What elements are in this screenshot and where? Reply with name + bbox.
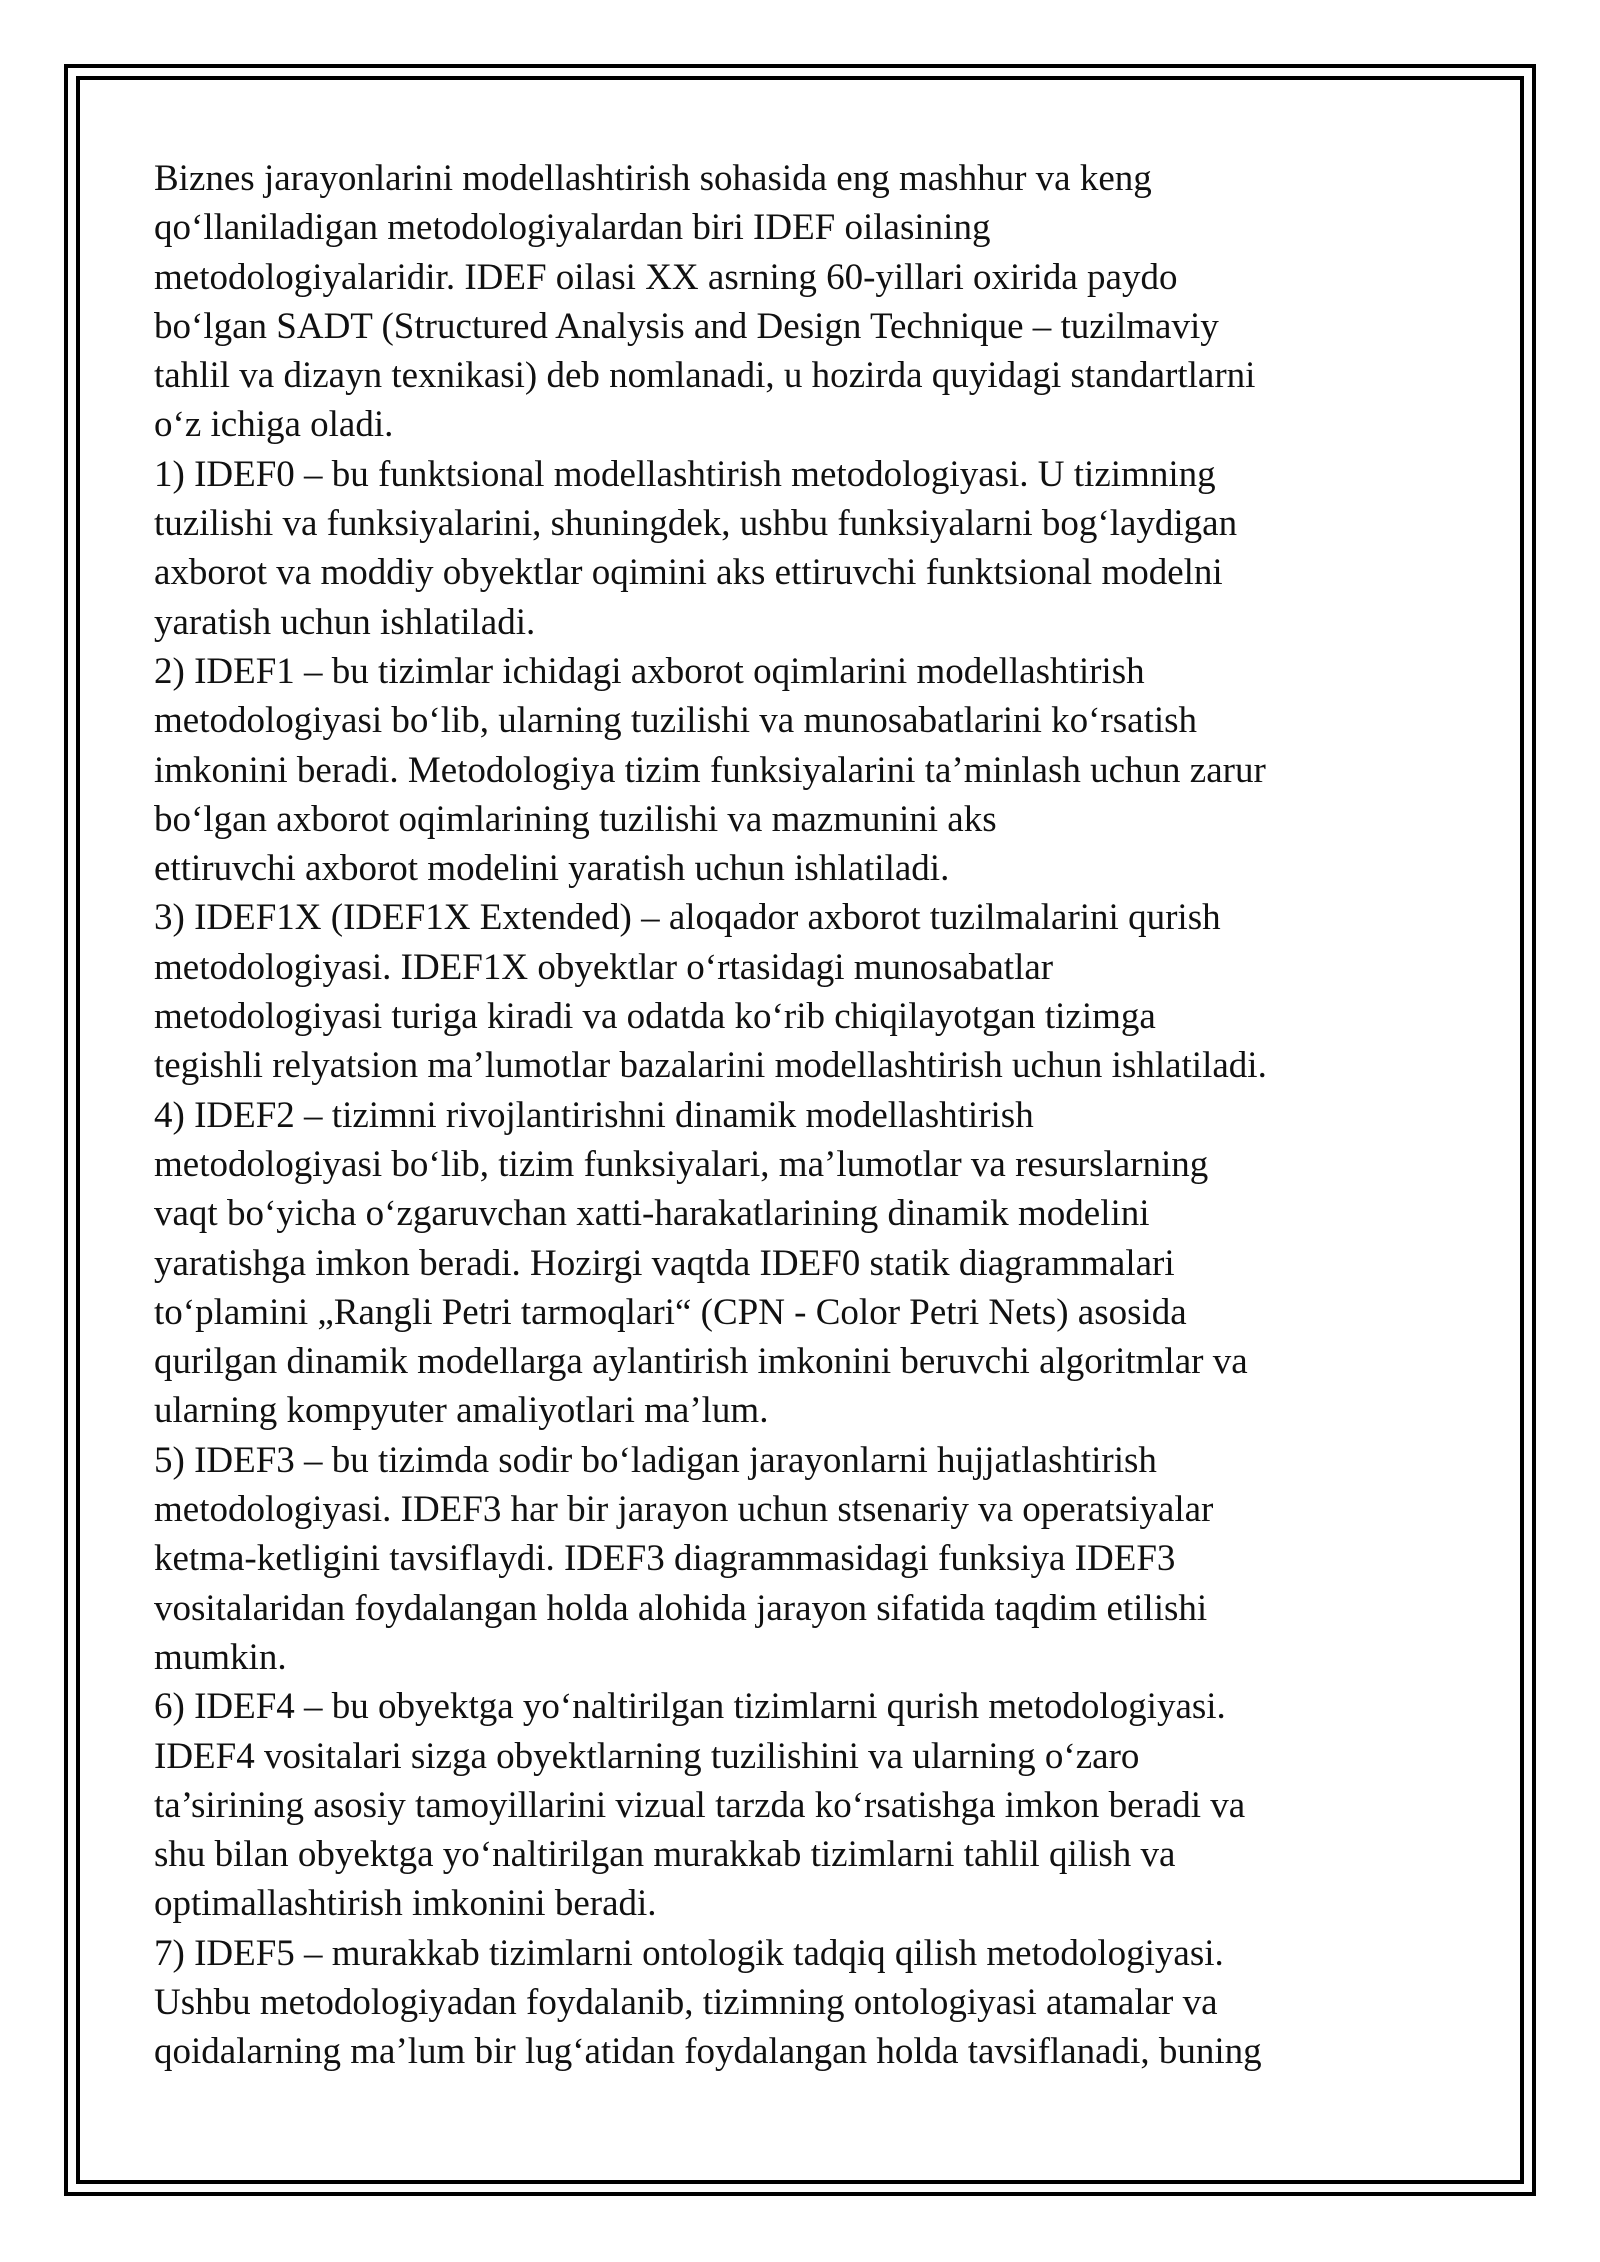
text-line: ettiruvchi axborot modelini yaratish uchun ishlatiladi. bbox=[154, 848, 950, 890]
text-line: 4) IDEF2 – tizimni rivojlantirishni dinamik modellashtirish bbox=[154, 1094, 1034, 1136]
text-line: optimallashtirish imkonini beradi. bbox=[154, 1883, 657, 1925]
text-line: 7) IDEF5 – murakkab tizimlarni ontologik tadqiq qilish metodologiyasi. bbox=[154, 1932, 1224, 1974]
text-line: ta’sirining asosiy tamoyillarini vizual tarzda ko‘rsatishga imkon beradi va bbox=[154, 1784, 1246, 1826]
text-line: yaratish uchun ishlatiladi. bbox=[154, 601, 536, 643]
text-line: 3) IDEF1X (IDEF1X Extended) – aloqador axborot tuzilmalarini qurish bbox=[154, 897, 1221, 939]
text-line: qoidalarning ma’lum bir lug‘atidan foydalangan holda tavsiflanadi, buning bbox=[154, 2031, 1262, 2073]
text-line: metodologiyasi bo‘lib, ularning tuzilishi va munosabatlarini ko‘rsatish bbox=[154, 700, 1198, 742]
text-line: axborot va moddiy obyektlar oqimini aks ettiruvchi funktsional modelni bbox=[154, 552, 1223, 594]
text-line: imkonini beradi. Metodologiya tizim funksiyalarini ta’minlash uchun zarur bbox=[154, 749, 1266, 791]
text-line: vositalaridan foydalangan holda alohida jarayon sifatida taqdim etilishi bbox=[154, 1587, 1208, 1629]
text-line: Biznes jarayonlarini modellashtirish sohasida eng mashhur va keng bbox=[154, 158, 1152, 199]
text-line: yaratishga imkon beradi. Hozirgi vaqtda IDEF0 statik diagrammalari bbox=[154, 1242, 1175, 1284]
text-line: qo‘llaniladigan metodologiyalardan biri IDEF oilasining bbox=[154, 207, 991, 249]
text-line: tegishli relyatsion ma’lumotlar bazalarini modellashtirish uchun ishlatiladi. bbox=[154, 1045, 1267, 1087]
text-line: bo‘lgan axborot oqimlarining tuzilishi va mazmunini aks bbox=[154, 798, 997, 840]
text-line: metodologiyasi turiga kiradi va odatda ko‘rib chiqilayotgan tizimga bbox=[154, 996, 1156, 1038]
text-line: ularning kompyuter amaliyotlari ma’lum. bbox=[154, 1390, 769, 1432]
text-line: vaqt bo‘yicha o‘zgaruvchan xatti-harakatlarining dinamik modelini bbox=[154, 1193, 1150, 1235]
text-line: 1) IDEF0 – bu funktsional modellashtirish metodologiyasi. U tizimning bbox=[154, 453, 1216, 495]
text-line: tahlil va dizayn texnikasi) deb nomlanadi, u hozirda quyidagi standartlarni bbox=[154, 355, 1256, 397]
text-line: metodologiyasi bo‘lib, tizim funksiyalari, ma’lumotlar va resurslarning bbox=[154, 1143, 1209, 1185]
text-line: tuzilishi va funksiyalarini, shuningdek, ushbu funksiyalarni bog‘laydigan bbox=[154, 503, 1238, 545]
text-line: to‘plamini „Rangli Petri tarmoqlari“ (CPN - Color Petri Nets) asosida bbox=[154, 1291, 1187, 1333]
text-line: IDEF4 vositalari sizga obyektlarning tuzilishini va ularning o‘zaro bbox=[154, 1735, 1140, 1777]
text-line: qurilgan dinamik modellarga aylantirish imkonini beruvchi algoritmlar va bbox=[154, 1341, 1248, 1383]
text-line: 2) IDEF1 – bu tizimlar ichidagi axborot oqimlarini modellashtirish bbox=[154, 650, 1145, 692]
text-line: ketma-ketligini tavsiflaydi. IDEF3 diagrammasidagi funksiya IDEF3 bbox=[154, 1538, 1176, 1580]
text-line: 5) IDEF3 – bu tizimda sodir bo‘ladigan jarayonlarni hujjatlashtirish bbox=[154, 1439, 1157, 1481]
text-line: metodologiyalaridir. IDEF oilasi XX asrning 60-yillari oxirida paydo bbox=[154, 256, 1178, 298]
text-line: metodologiyasi. IDEF1X obyektlar o‘rtasidagi munosabatlar bbox=[154, 946, 1054, 988]
text-line: mumkin. bbox=[154, 1636, 287, 1678]
text-line: metodologiyasi. IDEF3 har bir jarayon uchun stsenariy va operatsiyalar bbox=[154, 1489, 1214, 1531]
text-line: shu bilan obyektga yo‘naltirilgan murakkab tizimlarni tahlil qilish va bbox=[154, 1834, 1176, 1876]
text-line: 6) IDEF4 – bu obyektga yo‘naltirilgan tizimlarni qurish metodologiyasi. bbox=[154, 1686, 1226, 1728]
text-line: bo‘lgan SADT (Structured Analysis and Design Technique – tuzilmaviy bbox=[154, 305, 1219, 347]
text-line: Ushbu metodologiyadan foydalanib, tizimning ontologiyasi atamalar va bbox=[154, 1981, 1218, 2023]
document-body bbox=[154, 154, 1454, 2077]
text-line: o‘z ichiga oladi. bbox=[154, 404, 394, 446]
